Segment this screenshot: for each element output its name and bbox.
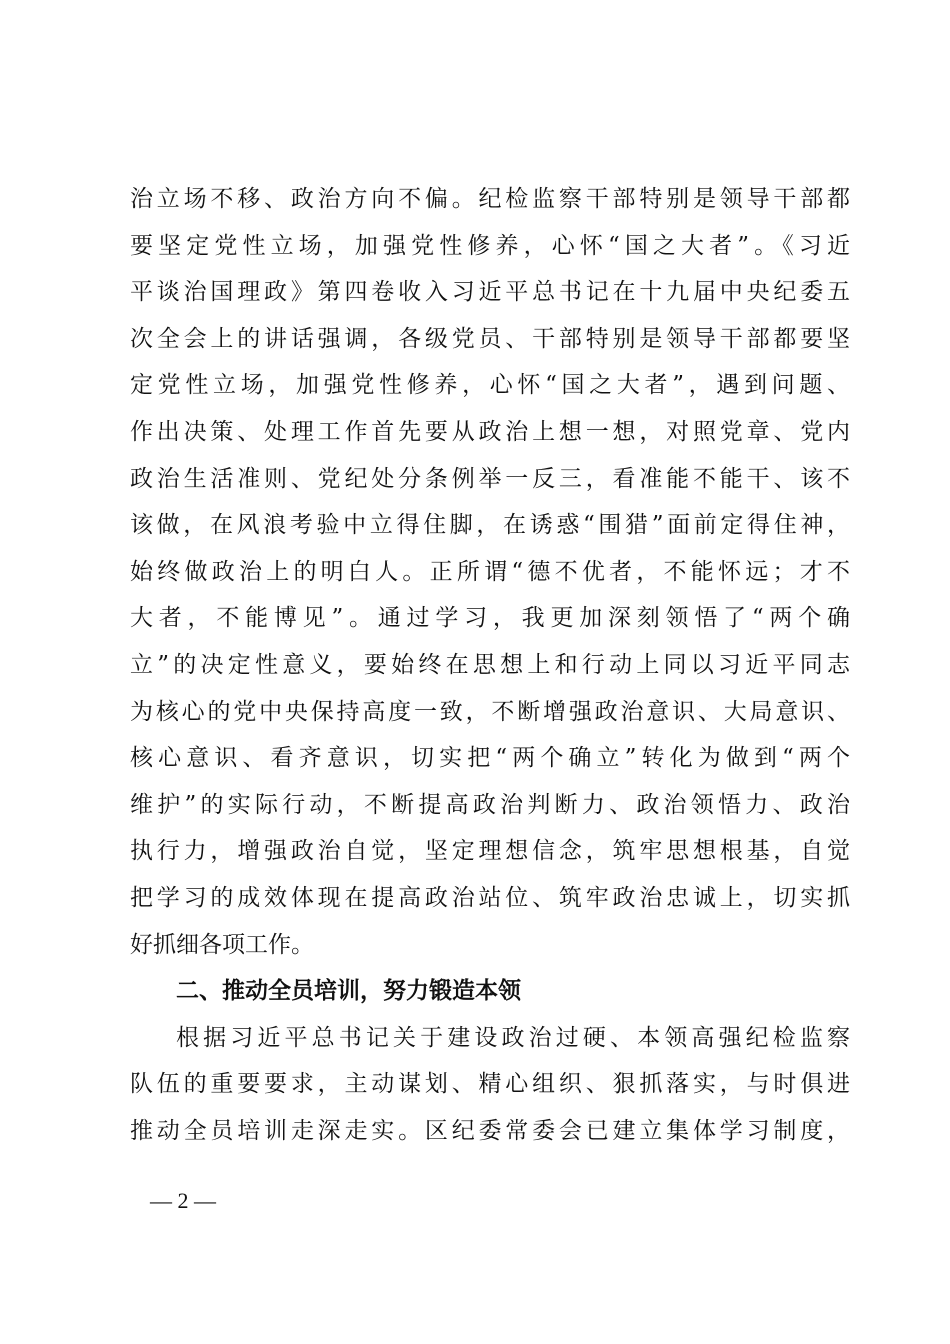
paragraph-line: 政治生活准则、党纪处分条例举一反三，看准能不能干、该不 <box>130 465 850 492</box>
paragraph-line: 治立场不移、政治方向不偏。纪检监察干部特别是领导干部都 <box>130 186 850 212</box>
paragraph-line: 核心意识、看齐意识，切实把“两个确立”转化为做到“两个 <box>130 745 850 772</box>
paragraph-line: 推动全员培训走深走实。区纪委常委会已建立集体学习制度， <box>130 1117 850 1144</box>
document-body <box>130 176 850 1154</box>
paragraph-line: 始终做政治上的明白人。正所谓“德不优者，不能怀远；才不 <box>130 558 850 585</box>
paragraph-line: 执行力，增强政治自觉，坚定理想信念，筑牢思想根基，自觉 <box>130 838 850 865</box>
paragraph-line: 根据习近平总书记关于建设政治过硬、本领高强纪检监察 <box>176 1024 850 1051</box>
paragraph-line: 作出决策、处理工作首先要从政治上想一想，对照党章、党内 <box>130 418 850 445</box>
paragraph-line: 队伍的重要要求，主动谋划、精心组织、狠抓落实，与时俱进 <box>130 1071 850 1098</box>
page-number: — 2 — <box>150 1188 216 1213</box>
section-heading: 二、推动全员培训，努力锻造本领 <box>176 978 521 1005</box>
paragraph-line: 把学习的成效体现在提高政治站位、筑牢政治忠诚上，切实抓 <box>130 884 850 911</box>
paragraph-line: 平谈治国理政》第四卷收入习近平总书记在十九届中央纪委五 <box>130 279 850 306</box>
paragraph-line: 维护”的实际行动，不断提高政治判断力、政治领悟力、政治 <box>130 791 850 818</box>
paragraph-line: 定党性立场，加强党性修养，心怀“国之大者”，遇到问题、 <box>130 372 850 399</box>
paragraph-line: 次全会上的讲话强调，各级党员、干部特别是领导干部都要坚 <box>130 325 850 352</box>
paragraph-line: 好抓细各项工作。 <box>130 931 314 958</box>
paragraph-line: 该做，在风浪考验中立得住脚，在诱惑“围猎”面前定得住神， <box>130 512 850 539</box>
paragraph-line: 立”的决定性意义，要始终在思想上和行动上同以习近平同志 <box>130 651 850 678</box>
paragraph-line: 要坚定党性立场，加强党性修养，心怀“国之大者”。《习近 <box>130 232 850 259</box>
paragraph-line: 大者，不能博见”。通过学习，我更加深刻领悟了“两个确 <box>130 605 850 632</box>
paragraph-line: 为核心的党中央保持高度一致，不断增强政治意识、大局意识、 <box>130 698 850 725</box>
